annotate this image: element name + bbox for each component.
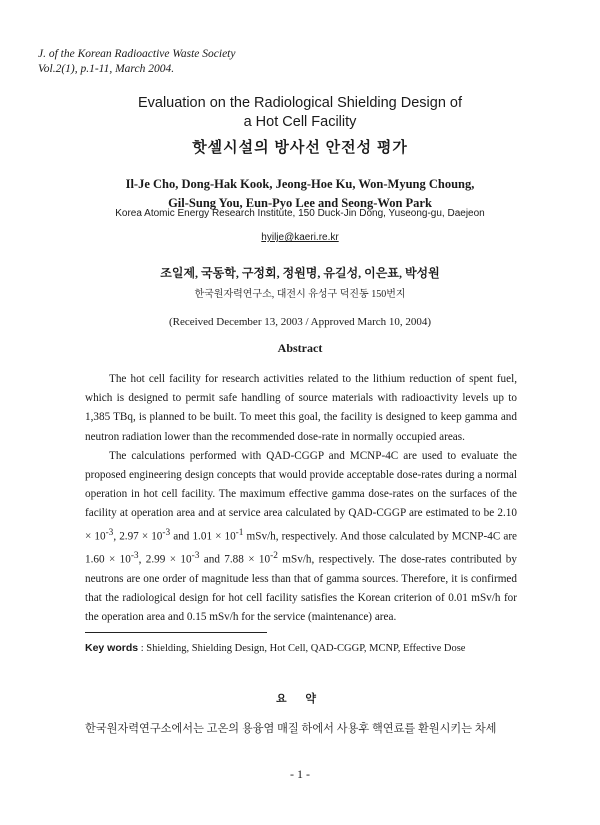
keywords-text: : Shielding, Shielding Design, Hot Cell, QAD-CGGP, MCNP, Effective Dose [138,643,466,654]
email-link[interactable]: hyilje@kaeri.re.kr [261,232,339,243]
exponent: -3 [191,550,200,561]
paper-title [0,94,600,132]
exponent: -3 [130,550,139,561]
authors-line-2: Gil-Sung You, Eun-Pyo Lee and Seong-Won Park [168,196,432,210]
abstract-text: and 7.88 × 10 [199,553,271,566]
korean-abstract-first-line: 한국원자력연구소에서는 고온의 용융염 매질 하에서 사용후 핵연료를 환원시키는 차세 [85,723,497,735]
abstract-text: mSv/h, respectively. The dose-rates contributed by neutrons are one order of magnitude less than that of gamma sources. Therefore, it is confirmed that the radiological design for hot cell facility satisfies the Korean criterion of 0.01 mSv/h for the operation area and 0.15 mSv/h for the service (maintenance) area. [85,553,517,623]
journal-name: J. of the Korean Radioactive Waste Society [38,48,236,60]
korean-author-list: 조일제, 국동학, 구정회, 정원명, 유길성, 이은표, 박성원 [160,266,440,280]
journal-header [38,47,235,77]
abstract-text: , 2.97 × 10 [113,530,163,543]
abstract-paragraph-1: The hot cell facility for research activities related to the lithium reduction of spent fuel, which is designed to permit safe handling of source materials with radioactivity levels up to 1,385 TBq, is planned to be built. To meet this goal, the facility is designed to keep gamma and neutron radiation lower than the recommended dose-rate in normally occupied areas. [85,373,517,443]
keywords-label: Key words [85,642,139,654]
abstract-paragraph-2 [85,447,517,627]
keywords-divider [85,632,267,633]
abstract-text: mSv/h, respectively. And those calculated by MCNP-4C are 1.60 × 10 [85,530,518,566]
exponent: -1 [235,527,244,538]
keywords-line [85,642,465,654]
korean-affiliation: 한국원자력연구소, 대전시 유성구 덕진동 150번지 [194,289,406,300]
korean-abstract-heading: 요 약 [275,693,324,705]
received-dates: (Received December 13, 2003 / Approved March 10, 2004) [168,316,432,328]
affiliation: Korea Atomic Energy Research Institute, 150 Duck-Jin Dong, Yuseong-gu, Daejeon [115,208,485,219]
korean-title: 핫셀시설의 방사선 안전성 평가 [192,140,408,156]
abstract-body [85,370,517,627]
authors-line-1: Il-Je Cho, Dong-Hak Kook, Jeong-Hoe Ku, Won-Myung Choung, [125,177,475,191]
exponent: -2 [270,550,278,561]
abstract-text: The calculations performed with QAD-CGGP and MCNP-4C are used to evaluate the proposed engineering design concepts that would provide acceptable dose-rates during a normal operation in hot cell facility. The maximum effective gamma dose-rates on the surfaces of the facility at operation area and at service area calculated by QAD-CGGP are estimated to be 2.10 × 10 [85,449,517,543]
exponent: -3 [105,527,114,538]
title-line-1: Evaluation on the Radiological Shielding Design of [137,95,463,111]
abstract-heading: Abstract [277,341,323,355]
page-number: - 1 - [290,767,310,781]
exponent: -3 [162,527,171,538]
abstract-text: and 1.01 × 10 [170,530,236,543]
abstract-text: , 2.99 × 10 [138,553,192,566]
journal-volume: Vol.2(1), p.1-11, March 2004. [38,63,175,75]
title-line-2: a Hot Cell Facility [243,114,357,130]
